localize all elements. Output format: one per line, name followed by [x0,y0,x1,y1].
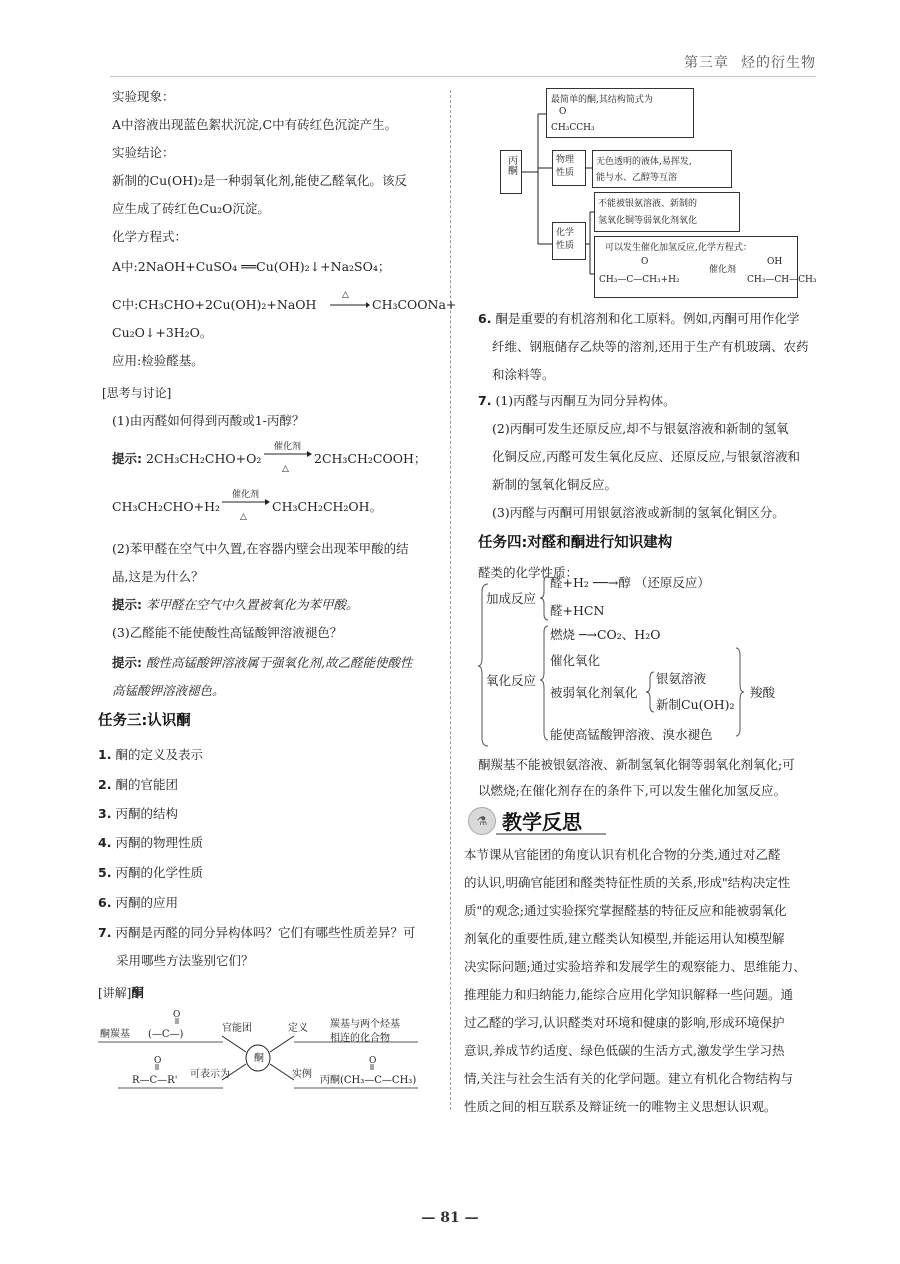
paragraph-7: 7. (1)丙醛与丙酮互为同分异构体。 [478,393,676,408]
heading-underline [496,832,606,836]
hint-text: 苯甲醛在空气中久置被氧化为苯甲酸。 [146,597,359,612]
catalyst-label: 催化剂 [709,265,737,275]
reflection-line: 过乙醛的学习,认识醛类对环境和健康的影响,形成环境保护 [464,1015,785,1030]
hint-label: 提示: [112,451,142,466]
definition-text: 羰基与两个烃基 [330,1019,400,1030]
reflection-line: 的认识,明确官能团和醛类特征性质的关系,形成"结构决定性 [464,875,791,890]
think-discuss-tag: [思考与讨论] [102,386,172,400]
equation-c-left: C中:CH₃CHO+2Cu(OH)₂+NaOH [112,297,317,312]
oxygen-atom: O [641,257,649,267]
list-item: 6. 丙酮的应用 [98,895,178,910]
heat-symbol: △ [282,464,289,474]
hint-label: 提示: [112,655,142,670]
question-2: (2)苯甲醛在空气中久置,在容器内壁会出现苯甲酸的结 [112,541,409,556]
paragraph-7-cont: (3)丙醛与丙酮可用银氨溶液或新制的氢氧化铜区分。 [492,505,785,520]
oxidation-item: 被弱氧化剂氧化 [550,685,638,700]
heat-symbol: △ [342,290,349,300]
hint-label: 提示: [112,597,142,612]
definition-text: 相连的化合物 [330,1033,390,1044]
example-formula: 丙酮(CH₃—C—CH₃) [320,1075,417,1086]
text-line: A中溶液出现蓝色絮状沉淀,C中有砖红色沉淀产生。 [112,117,398,132]
hint-equation: CH₃CH₂CHO+H₂ [112,499,221,514]
addition-reaction-label: 加成反应 [486,591,537,606]
definition-label: 定义 [288,1023,308,1034]
physical-props-box [592,150,732,188]
chemical-props-box-2 [594,236,817,298]
carbonyl-label: 酮羰基 [100,1029,130,1040]
paragraph-6: 6. 酮是重要的有机溶剂和化工原料。例如,丙酮可用作化学 [478,311,800,326]
paragraph-7-cont: 新制的氢氧化铜反应。 [492,477,618,492]
running-header [672,52,816,72]
reflection-line: 意识,养成节约适度、绿色低碳的生活方式,激发学生学习热 [464,1043,785,1058]
catalyst-label: 催化剂 [232,490,260,500]
list-item: 5. 丙酮的化学性质 [98,865,203,880]
functional-group-label: 官能团 [222,1023,252,1034]
header-rule [110,76,816,77]
text-line: 实验现象： [112,89,175,104]
reaction-arrow [328,292,370,310]
equation-c-right: CH₃COONa+ [372,297,457,312]
reflection-line: 情,关注与社会生活有关的化学问题。建立有机化合物结构与 [464,1071,793,1086]
general-formula: R—C—R' [132,1075,178,1086]
product-formula: CH₃—CH—CH₃ [747,275,817,285]
mind-map-center: 酮 [254,1053,264,1064]
expression-label: 可表示为 [190,1069,230,1080]
reaction-arrow [220,496,270,508]
simplest-ketone-box [546,88,694,138]
acetone-formula: CH₃CCH₃ [551,123,595,133]
addition-item: 醛+H₂ ──→醇 （还原反应） [550,575,710,590]
root-node: 丙酮 [500,150,522,194]
list-item-cont: 采用哪些方法鉴别它们？ [116,953,254,968]
carboxylic-acid-label: 羧酸 [750,685,776,700]
chapter-title: 烃的衍生物 [741,55,816,71]
explain-heading: [讲解]酮 [98,985,144,1000]
physical-props-text: 无色透明的液体,易挥发, [596,157,692,167]
text-line: 新制的Cu(OH)₂是一种弱氧化剂,能使乙醛氧化。该反 [112,173,408,188]
list-item: 4. 丙酮的物理性质 [98,835,203,850]
hydrogenation-text: 可以发生催化加氢反应,化学方程式： [605,243,752,253]
reflection-line: 剂氧化的重要性质,建立醛类认知模型,并能运用认知模型解 [464,931,785,946]
paragraph-7-cont: (2)丙酮可发生还原反应,却不与银氨溶液和新制的氢氧 [492,421,789,436]
task-4-heading: 任务四:对醛和酮进行知识建构 [478,535,673,551]
aldehyde-props-intro: 醛类的化学性质： [478,565,579,580]
physical-props-text: 能与水、乙醇等互溶 [596,173,678,183]
aldehyde-properties-diagram [478,562,823,752]
question-1: (1)由丙醛如何得到丙酸或1-丙醇？ [112,413,305,428]
oxidation-item: 燃烧 ─→CO₂、H₂O [550,627,661,642]
example-label: 实例 [292,1069,312,1080]
weak-oxidant: 银氨溶液 [656,671,707,686]
oxygen-atom: O [369,1056,377,1066]
hint-text-cont: 高锰酸钾溶液褪色。 [112,683,225,698]
ketone-mind-map [98,1006,428,1106]
flask-icon: ⚗ [468,807,496,835]
text-line: 应用:检验醛基。 [112,353,204,368]
heat-symbol: △ [240,512,247,522]
reflection-title: 教学反思 [502,810,582,834]
task-3-heading: 任务三:认识酮 [98,713,191,729]
acetone-tree-diagram [498,84,817,304]
question-2-cont: 晶,这是为什么？ [112,569,204,584]
list-item: 7. 丙酮是丙醛的同分异构体吗？它们有哪些性质差异？可 [98,925,416,940]
hint-equation-product: CH₃CH₂CH₂OH。 [272,499,383,514]
catalyst-label: 催化剂 [274,442,302,452]
text-line: 应生成了砖红色Cu₂O沉淀。 [112,201,270,216]
text-line: Cu₂O↓+3H₂O。 [112,325,213,340]
hydroxyl-group: OH [767,257,783,267]
question-3: (3)乙醛能不能使酸性高锰酸钾溶液褪色？ [112,625,343,640]
weak-oxidant: 新制Cu(OH)₂ [656,697,735,712]
reaction-arrow [262,448,312,460]
hint-text: 酸性高锰酸钾溶液属于强氧化剂,故乙醛能使酸性 [146,655,413,670]
hint-equation-product: 2CH₃CH₂COOH； [314,451,427,466]
oxidation-reaction-label: 氧化反应 [486,673,537,688]
paragraph-6-cont: 和涂料等。 [492,367,555,382]
paragraph-6-cont: 纤维、钢瓶储存乙炔等的溶剂,还用于生产有机玻璃、农药 [492,339,809,354]
list-item: 3. 丙酮的结构 [98,806,178,821]
oxygen-atom: O [559,107,567,117]
reactant-formula: CH₃—C—CH₃+H₂ [599,275,680,285]
chapter-label: 第三章 [684,55,729,71]
summary-text: 酮羰基不能被银氨溶液、新制氢氧化铜等弱氧化剂氧化;可 [478,757,795,772]
carbonyl-formula: (—C—) [148,1029,184,1040]
list-item: 2. 酮的官能团 [98,777,178,792]
oxygen-atom: O [154,1056,162,1066]
chemical-props-text: 不能被银氨溶液、新制的 [598,199,698,209]
physical-props-node: 物理性质 [552,150,586,186]
paragraph-7-cont: 化铜反应,丙醛可发生氧化反应、还原反应,与银氨溶液和 [492,449,800,464]
text-line: 化学方程式： [112,229,188,244]
text-line: 实验结论： [112,145,175,160]
reflection-line: 决实际问题;通过实验培养和发展学生的观察能力、思维能力、 [464,959,806,974]
teaching-reflection-heading [468,806,582,835]
oxygen-atom: O [173,1010,181,1020]
reflection-line: 本节课从官能团的角度认识有机化合物的分类,通过对乙醛 [464,847,781,862]
oxidation-item: 催化氧化 [550,653,601,668]
summary-text: 以燃烧;在催化剂存在的条件下,可以发生催化加氢反应。 [478,783,787,798]
reflection-line: 推理能力和归纳能力,能综合应用化学知识解释一些问题。通 [464,987,793,1002]
column-divider [450,90,451,1110]
oxidation-item: 能使高锰酸钾溶液、溴水褪色 [550,727,713,742]
list-item: 1. 酮的定义及表示 [98,747,203,762]
chemical-props-box-1 [594,192,740,232]
simplest-ketone-text: 最简单的酮,其结构简式为 [551,95,653,105]
equation-a: A中:2NaOH+CuSO₄ ══Cu(OH)₂↓+Na₂SO₄； [112,259,391,274]
addition-item: 醛+HCN [550,603,605,618]
chemical-props-node: 化学性质 [552,222,586,260]
chemical-props-text: 氢氧化铜等弱氧化剂氧化 [598,216,698,226]
reflection-line: 性质之间的相互联系及辩证统一的唯物主义思想认识观。 [464,1099,777,1114]
hint-equation: 2CH₃CH₂CHO+O₂ [146,451,262,466]
page-number: — 81 — [421,1210,479,1226]
reflection-line: 质"的观念;通过实验探究掌握醛基的特征反应和能被弱氧化 [464,903,787,918]
